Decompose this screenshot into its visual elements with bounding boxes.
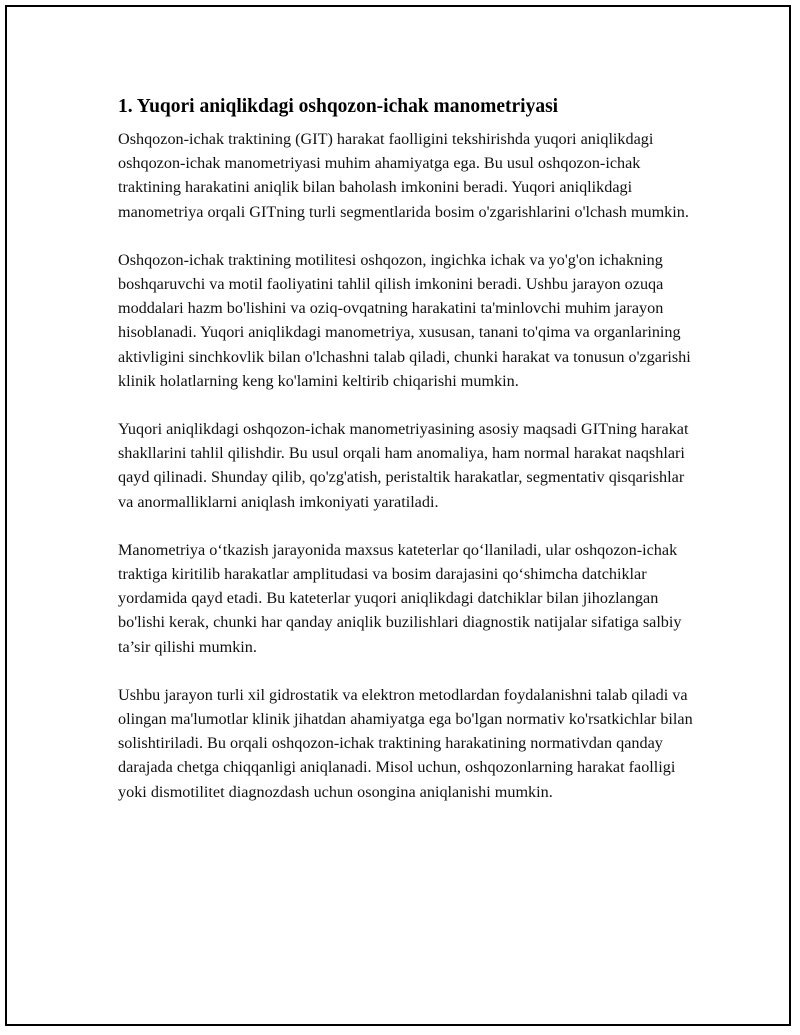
paragraph-5: Ushbu jarayon turli xil gidrostatik va elektron metodlardan foydalanishni talab qiladi va olingan ma'lumotlar klinik jihatdan ahamiyatga ega bo'lgan normativ ko'rsatkichlar bilan solishtiriladi. Bu orqali oshqozon-ichak traktining harakatining normativdan qanday darajada chetga chiqqanligi aniqlanadi. Misol uchun, oshqozonlarning harakat faolligi yoki dismotilitet diagnozdash uchun osongina aniqlanishi mumkin.: [118, 685, 693, 801]
paragraph-1: Oshqozon-ichak traktining (GIT) harakat faolligini tekshirishda yuqori aniqlikdagi oshqozon-ichak manometriyasi muhim ahamiyatga ega. Bu usul oshqozon-ichak traktining harakatini aniqlik bilan baholash imkonini beradi. Yuqori aniqlikdagi manometriya orqali GITning turli segmentlarida bosim o'zgarishlarini o'lchash mumkin.: [118, 130, 689, 221]
paragraph-4: Manometriya o‘tkazish jarayonida maxsus kateterlar qo‘llaniladi, ular oshqozon-ichak traktiga kiritilib harakatlar amplitudasi va bosim darajasini qo‘shimcha datchiklar yordamida qayd etadi. Bu kateterlar yuqori aniqlikdagi datchiklar bilan jihozlangan bo'lishi kerak, chunki har qanday aniqlik buzilishlari diagnostik natijalar sifatiga salbiy ta’sir qilishi mumkin.: [118, 540, 682, 656]
paragraph-3: Yuqori aniqlikdagi oshqozon-ichak manometriyasining asosiy maqsadi GITning harakat shakllarini tahlil qilishdir. Bu usul orqali ham anomaliya, ham normal harakat naqshlari qayd qilinadi. Shunday qilib, qo'zg'atish, peristaltik harakatlar, segmentativ qisqarishlar va anormalliklarni aniqlash imkoniyati yaratiladi.: [118, 420, 689, 511]
section-title: 1. Yuqori aniqlikdagi oshqozon-ichak manometriyasi: [118, 96, 559, 117]
paragraph-2: Oshqozon-ichak traktining motilitesi oshqozon, ingichka ichak va yo'g'on ichakning boshqaruvchi va motil faoliyatini tahlil qilish imkonini beradi. Ushbu jarayon ozuqa moddalari hazm bo'lishini va oziq-ovqatning harakatini ta'minlovchi muhim jarayon hisoblanadi. Yuqori aniqlikdagi manometriya, xususan, tanani to'qima va organlarining aktivligini sinchkovlik bilan o'lchashni talab qiladi, chunki harakat va tonusun o'zgarishi klinik holatlarning keng ko'lamini keltirib chiqarishi mumkin.: [118, 250, 691, 390]
document-body: [118, 94, 703, 828]
